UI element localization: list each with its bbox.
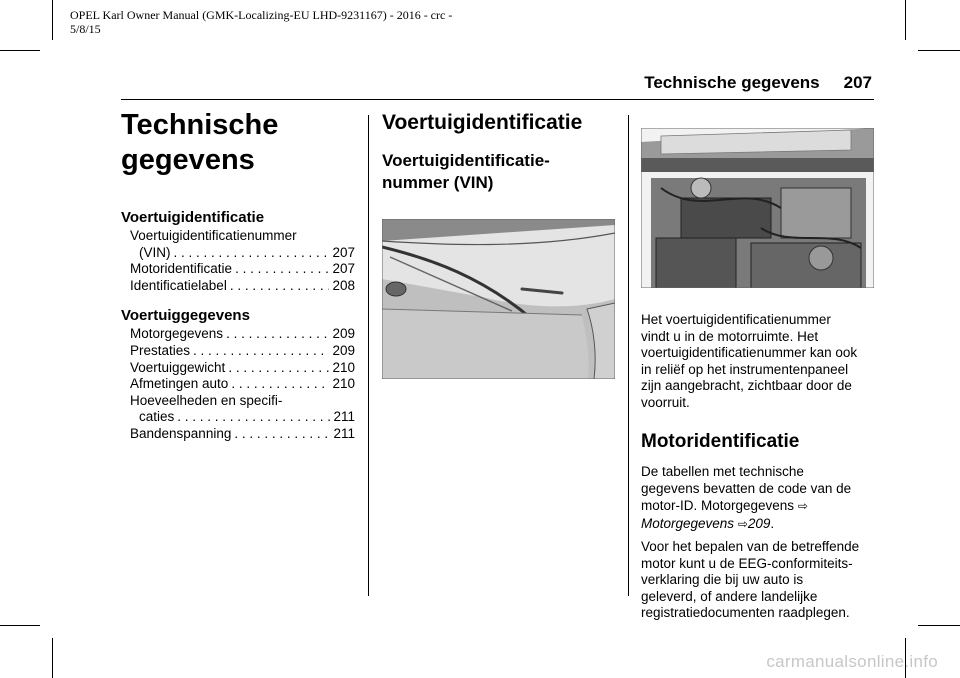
text-line: motor-ID. Motorgegevens — [641, 498, 795, 513]
text-line: zijn aangebracht, zichtbaar door de — [641, 378, 852, 393]
toc-item[interactable] — [121, 278, 355, 295]
hood-vin-illustration — [382, 219, 615, 379]
page-number: 207 — [843, 73, 872, 92]
toc-page: 209 — [332, 326, 355, 342]
text-line: voorruit. — [641, 394, 690, 410]
toc-item-text: Motoridentificatie — [130, 261, 233, 277]
toc-heading[interactable]: Voertuigidentificatie — [121, 209, 265, 226]
vin-location-paragraph — [641, 312, 875, 411]
toc-item-text: Prestaties — [130, 342, 191, 358]
punctuation: . — [770, 516, 775, 531]
print-metadata-date: 5/8/15 — [70, 22, 101, 36]
toc-item-text: (VIN) — [139, 244, 171, 260]
column-divider — [628, 115, 629, 596]
motor-id-paragraph — [641, 463, 875, 533]
toc-leader — [193, 343, 329, 360]
crop-mark — [52, 638, 53, 678]
toc-page: 207 — [332, 244, 355, 260]
reference-arrow-icon: ⇨ — [737, 517, 748, 531]
vin-text-column — [641, 128, 875, 622]
running-head — [644, 73, 872, 93]
toc-leader — [234, 426, 330, 443]
toc-item[interactable] — [121, 261, 355, 278]
reference-page[interactable]: 209 — [747, 516, 771, 531]
print-metadata — [70, 8, 510, 36]
toc-item-text: caties — [139, 409, 175, 425]
section-column — [382, 110, 616, 194]
column-divider — [368, 115, 369, 596]
text-line: in reliëf op het instrumentenpaneel — [641, 361, 849, 377]
text-line: De tabellen met technische — [641, 464, 804, 479]
text-line: verklaring die bij uw auto is — [641, 572, 804, 587]
reference-arrow-icon: ⇨ — [797, 499, 808, 513]
motor-doc-paragraph — [641, 539, 875, 622]
text-line: voertuigidentificatienummer kan ook — [641, 345, 858, 360]
toc-leader — [226, 326, 329, 343]
subsection-title-line: Voertuigidentificatie- — [382, 151, 550, 170]
toc-item-text[interactable]: Hoeveelheden en specifi- — [130, 392, 283, 408]
toc-leader — [177, 409, 330, 426]
toc-page: 209 — [332, 342, 355, 358]
watermark: carmanualsonline.info — [766, 652, 938, 671]
toc-item-text: Identificatielabel — [130, 277, 227, 293]
toc-leader — [174, 245, 330, 262]
toc-item-text: Bandenspanning — [130, 425, 232, 441]
text-line: motor kunt u de EEG-conformiteits- — [641, 555, 853, 571]
chapter-title-line: Technische — [121, 109, 279, 141]
print-metadata-line: OPEL Karl Owner Manual (GMK-Localizing-EU LHD-9231167) - 2016 - crc - — [70, 8, 453, 22]
toc-page: 211 — [333, 425, 355, 441]
toc-page: 210 — [332, 359, 355, 375]
toc-item[interactable] — [121, 360, 355, 377]
toc-heading[interactable]: Voertuiggegevens — [121, 307, 250, 325]
section-title: Voertuigidentificatie — [382, 111, 583, 134]
toc-item[interactable] — [121, 245, 355, 262]
text-line: Voor het bepalen van de betreffende — [641, 539, 860, 554]
motor-id-title: Motoridentificatie — [641, 431, 800, 452]
text-line: registratiedocumenten raadplegen. — [641, 605, 850, 620]
toc-leader — [235, 261, 329, 278]
toc-leader — [231, 376, 329, 393]
toc-item[interactable] — [121, 326, 355, 343]
running-head-title: Technische gegevens — [644, 73, 820, 92]
toc-item[interactable] — [121, 343, 355, 360]
chapter-title — [121, 108, 355, 178]
subsection-title-line: nummer (VIN) — [382, 173, 494, 192]
toc-item-text: Voertuiggewicht — [130, 359, 226, 375]
header-rule — [121, 99, 874, 100]
toc-page: 211 — [333, 409, 355, 425]
subsection-title — [382, 150, 616, 194]
crop-mark — [52, 0, 53, 40]
toc-page: 207 — [332, 261, 355, 277]
toc-page: 210 — [332, 376, 355, 392]
crop-mark — [0, 50, 40, 51]
toc-item[interactable] — [121, 376, 355, 393]
text-line: vindt u in de motorruimte. Het — [641, 328, 819, 344]
toc-item[interactable] — [121, 426, 355, 443]
text-line: geleverd, of andere landelijke — [641, 588, 818, 604]
toc-item[interactable] — [121, 409, 355, 426]
crop-mark — [0, 625, 40, 626]
text-line: gegevens bevatten de code van de — [641, 481, 852, 496]
toc-leader — [228, 360, 329, 377]
engine-bay-illustration — [641, 128, 874, 288]
toc-item-text[interactable]: Voertuigidentificatienummer — [130, 228, 297, 243]
crop-mark — [918, 50, 960, 51]
toc-item-text: Afmetingen auto — [130, 376, 229, 392]
crop-mark — [918, 625, 960, 626]
toc-leader — [230, 278, 330, 295]
toc-item-text: Motorgegevens — [130, 326, 224, 342]
text-line: Het voertuigidentificatienummer — [641, 312, 831, 327]
chapter-title-line: gegevens — [121, 144, 255, 176]
chapter-toc-column — [121, 108, 355, 443]
reference-link[interactable]: Motorgegevens — [641, 516, 735, 531]
toc-page: 208 — [332, 277, 355, 293]
crop-mark — [905, 0, 906, 40]
